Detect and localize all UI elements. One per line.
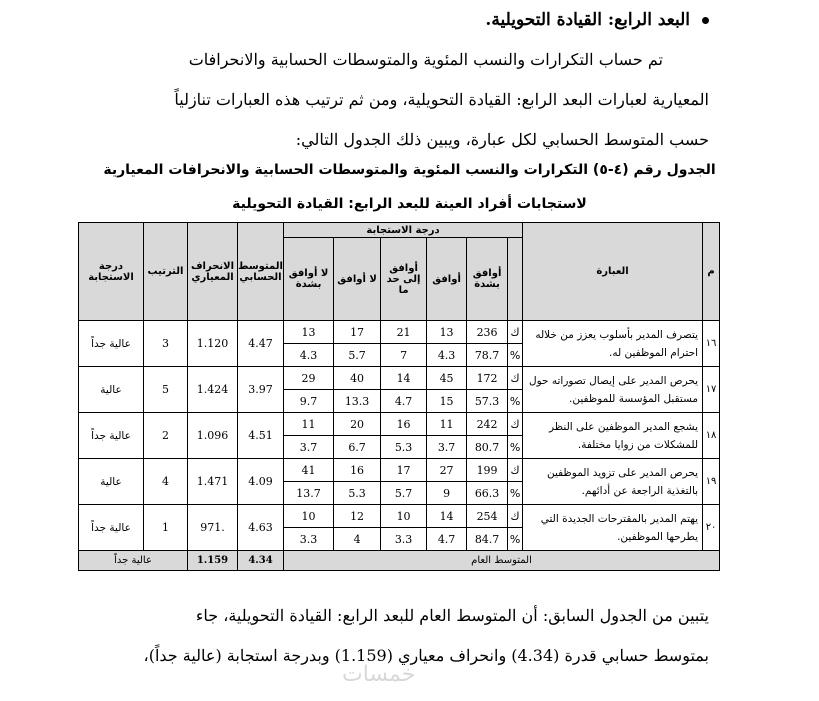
row-rank: 4 [144, 459, 188, 505]
conclusion-line: يتبين من الجدول السابق: أن المتوسط العام للبعد الرابع: القيادة التحويلية، جاء [195, 606, 709, 625]
freq-label: ك [508, 367, 523, 390]
row-mean: 3.97 [238, 367, 284, 413]
row-rank: 2 [144, 413, 188, 459]
intro-line: حسب المتوسط الحسابي لكل عبارة، ويبين ذلك الجدول التالي: [295, 130, 709, 149]
section-heading-text: البعد الرابع: القيادة التحويلية. [485, 10, 690, 30]
table-row-frequency [79, 413, 720, 436]
header-strongly-disagree: لا أوافق بشدة [284, 238, 334, 321]
row-rank: 1 [144, 505, 188, 551]
row-mean: 4.09 [238, 459, 284, 505]
pct-value: 4.3 [284, 344, 334, 367]
table-row-frequency [79, 459, 720, 482]
table-caption-line-2: لاستجابات أفراد العينة للبعد الرابع: القيادة التحويلية [232, 196, 587, 212]
freq-value: 13 [427, 321, 467, 344]
intro-paragraph [109, 40, 709, 160]
results-table [78, 222, 720, 571]
table-caption-line-1: الجدول رقم (٤-٥) التكرارات والنسب المئوية والمتوسطات الحسابية والانحرافات المعيارية [103, 162, 716, 178]
pct-value: 4 [334, 528, 381, 551]
pct-value: 5.3 [334, 482, 381, 505]
freq-value: 40 [334, 367, 381, 390]
freq-value: 12 [334, 505, 381, 528]
freq-value: 16 [381, 413, 427, 436]
pct-value: 3.7 [427, 436, 467, 459]
pct-value: 4.7 [381, 390, 427, 413]
table-header-row [79, 223, 720, 238]
header-response-group: درجة الاستجابة [284, 223, 523, 238]
pct-value: 5.3 [381, 436, 427, 459]
row-sd: 1.424 [188, 367, 238, 413]
freq-value: 13 [284, 321, 334, 344]
pct-value: 80.7 [467, 436, 508, 459]
row-degree: عالية [79, 367, 144, 413]
freq-label: ك [508, 459, 523, 482]
header-strongly-agree: أوافق بشدة [467, 238, 508, 321]
pct-value: 7 [381, 344, 427, 367]
row-statement: يتصرف المدير بأسلوب يعزز من خلاله احترام الموظفين له. [523, 321, 703, 367]
row-degree: عالية [79, 459, 144, 505]
freq-value: 16 [334, 459, 381, 482]
pct-value: 13.7 [284, 482, 334, 505]
row-number: ١٩ [703, 459, 720, 505]
freq-value: 11 [284, 413, 334, 436]
row-mean: 4.47 [238, 321, 284, 367]
row-number: ١٨ [703, 413, 720, 459]
freq-value: 254 [467, 505, 508, 528]
footer-label: المتوسط العام [284, 551, 720, 571]
pct-value: 3.3 [381, 528, 427, 551]
freq-value: 172 [467, 367, 508, 390]
table-row-frequency [79, 505, 720, 528]
pct-label: % [508, 344, 523, 367]
row-statement: يشجع المدير الموظفين على النظر للمشكلات من زوايا مختلفة. [523, 413, 703, 459]
row-sd: 1.120 [188, 321, 238, 367]
freq-value: 199 [467, 459, 508, 482]
pct-label: % [508, 528, 523, 551]
freq-value: 242 [467, 413, 508, 436]
pct-label: % [508, 436, 523, 459]
section-heading [485, 10, 709, 30]
pct-value: 4.3 [427, 344, 467, 367]
table-row-frequency [79, 367, 720, 390]
row-number: ١٦ [703, 321, 720, 367]
table-body [79, 321, 720, 551]
freq-label: ك [508, 321, 523, 344]
freq-value: 10 [284, 505, 334, 528]
freq-value: 14 [427, 505, 467, 528]
row-degree: عالية جداً [79, 321, 144, 367]
row-statement: يحرص المدير على إيصال تصوراته حول مستقبل المؤسسة للموظفين. [523, 367, 703, 413]
row-statement: يحرص المدير على تزويد الموظفين بالتغذية الراجعة عن أدائهم. [523, 459, 703, 505]
pct-value: 3.3 [284, 528, 334, 551]
pct-label: % [508, 482, 523, 505]
row-sd: 1.096 [188, 413, 238, 459]
row-mean: 4.51 [238, 413, 284, 459]
pct-value: 9 [427, 482, 467, 505]
freq-value: 45 [427, 367, 467, 390]
header-statement: العبارة [523, 223, 703, 321]
freq-label: ك [508, 413, 523, 436]
header-neutral: أوافق إلى حد ما [381, 238, 427, 321]
freq-value: 41 [284, 459, 334, 482]
freq-value: 14 [381, 367, 427, 390]
pct-value: 66.3 [467, 482, 508, 505]
row-rank: 3 [144, 321, 188, 367]
freq-value: 10 [381, 505, 427, 528]
pct-value: 84.7 [467, 528, 508, 551]
row-degree: عالية جداً [79, 505, 144, 551]
freq-value: 29 [284, 367, 334, 390]
header-degree: درجة الاستجابة [79, 223, 144, 321]
header-sd: الانحراف المعياري [188, 223, 238, 321]
pct-value: 3.7 [284, 436, 334, 459]
freq-value: 21 [381, 321, 427, 344]
pct-value: 9.7 [284, 390, 334, 413]
intro-line: المعيارية لعبارات البعد الرابع: القيادة التحويلية، ومن ثم ترتيب هذه العبارات تنازلياً [174, 90, 709, 109]
freq-value: 27 [427, 459, 467, 482]
footer-mean: 4.34 [238, 551, 284, 571]
header-rank: الترتيب [144, 223, 188, 321]
table-row-frequency [79, 321, 720, 344]
header-num: م [703, 223, 720, 321]
row-number: ١٧ [703, 367, 720, 413]
freq-value: 20 [334, 413, 381, 436]
table-footer-row [79, 551, 720, 571]
pct-value: 57.3 [467, 390, 508, 413]
row-sd: 1.471 [188, 459, 238, 505]
pct-value: 6.7 [334, 436, 381, 459]
watermark: خمسات [342, 662, 416, 687]
header-agree: أوافق [427, 238, 467, 321]
pct-value: 15 [427, 390, 467, 413]
row-statement: يهتم المدير بالمقترحات الجديدة التي يطرحها الموظفين. [523, 505, 703, 551]
pct-label: % [508, 390, 523, 413]
pct-value: 13.3 [334, 390, 381, 413]
freq-label: ك [508, 505, 523, 528]
freq-value: 11 [427, 413, 467, 436]
freq-value: 17 [381, 459, 427, 482]
freq-value: 17 [334, 321, 381, 344]
footer-sd: 1.159 [188, 551, 238, 571]
header-disagree: لا أوافق [334, 238, 381, 321]
row-rank: 5 [144, 367, 188, 413]
pct-value: 78.7 [467, 344, 508, 367]
row-mean: 4.63 [238, 505, 284, 551]
pct-value: 5.7 [334, 344, 381, 367]
row-number: ٢٠ [703, 505, 720, 551]
header-type-blank [508, 238, 523, 321]
header-mean: المتوسط الحسابي [238, 223, 284, 321]
intro-line: تم حساب التكرارات والنسب المئوية والمتوسطات الحسابية والانحرافات [188, 50, 663, 69]
footer-degree: عالية جداً [79, 551, 188, 571]
pct-value: 5.7 [381, 482, 427, 505]
row-sd: .971 [188, 505, 238, 551]
row-degree: عالية جداً [79, 413, 144, 459]
bullet-icon [702, 17, 709, 24]
pct-value: 4.7 [427, 528, 467, 551]
conclusion-line: بمتوسط حسابي قدرة (4.34) وانحراف معياري (1.159) وبدرجة استجابة (عالية جداً)، [143, 646, 709, 665]
freq-value: 236 [467, 321, 508, 344]
